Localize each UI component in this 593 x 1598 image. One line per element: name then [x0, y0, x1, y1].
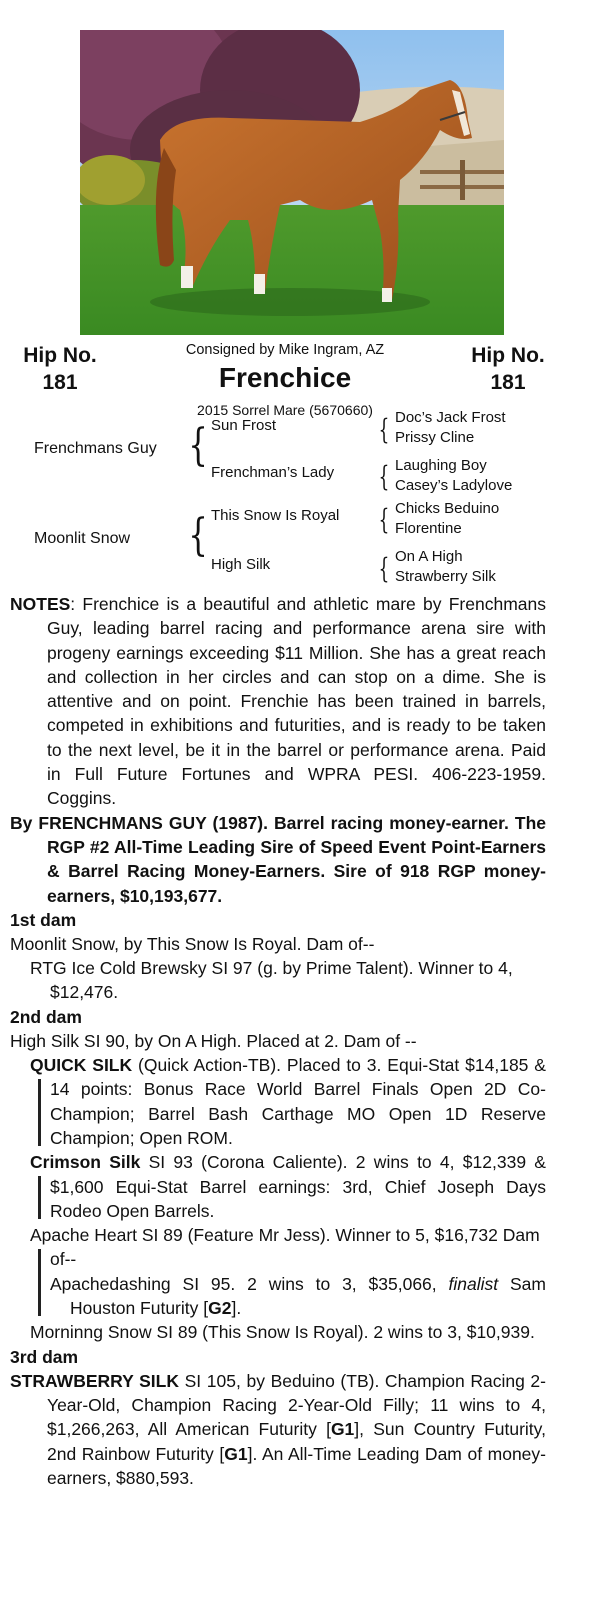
pedigree-sire-sire: Sun Frost	[211, 417, 277, 434]
apachedashing-entry	[10, 1272, 546, 1321]
quick-silk-text: (Quick Action-TB). Placed to 3. Equi-Stat $14,185 & 14 points: Bonus Race World Barrel Finals Open 2D Co-Champion; Barrel Bash Carthage MO Open 1D Reserve Champion; Open ROM.	[50, 1055, 546, 1148]
crimson-silk-name: Crimson Silk	[30, 1152, 141, 1173]
pedigree-dam-dam: High Silk	[211, 556, 271, 573]
first-dam-line: Moonlit Snow, by This Snow Is Royal. Dam of--	[10, 933, 375, 954]
hip-number-left	[5, 342, 115, 396]
third-dam-name: STRAWBERRY SILK	[10, 1370, 179, 1391]
finalist-text: finalist	[448, 1273, 499, 1294]
ancestor: Strawberry Silk	[395, 568, 496, 585]
first-dam-produce: RTG Ice Cold Brewsky SI 97 (g. by Prime Talent). Winner to 4, $12,476.	[30, 958, 513, 1003]
ancestor: Florentine	[395, 520, 462, 537]
hip-label: Hip No.	[23, 344, 97, 367]
third-dam-paragraph	[10, 1369, 546, 1490]
pedigree-dam: Moonlit Snow	[34, 530, 131, 547]
ancestor: Doc’s Jack Frost	[395, 409, 506, 426]
grade-badge: G1	[330, 1419, 355, 1440]
apache-heart-entry: Apache Heart SI 89 (Feature Mr Jess). Winner to 5, $16,732 Dam of--	[30, 1225, 540, 1270]
ancestor: Casey’s Ladylove	[395, 477, 513, 494]
brace-icon: {	[378, 503, 390, 536]
horse-description: 2015 Sorrel Mare (5670660)	[197, 402, 373, 418]
apachedashing-text-3: ].	[231, 1298, 242, 1319]
notes-text: : Frenchice is a beautiful and athletic mare by Frenchmans Guy, leading barrel racing and performance arena sire with progeny earnings exceeding $11 Million. She has a great reach and collection in her circles and can stop on a dime. She is attentive and on point. Frenchie has been trained in barrels, competed in exhibitions and futurities, and is ready to be taken to the next level, be it in the barrel or performance arena. Paid in Full Future Fortunes and WPRA PESI. 406-223-1959. Coggins.	[47, 594, 546, 809]
ancestor: Prissy Cline	[395, 429, 475, 446]
quick-silk-name: QUICK SILK	[30, 1055, 133, 1076]
second-dam-line: High Silk SI 90, by On A High. Placed at 2. Dam of --	[10, 1030, 417, 1051]
catalog-text	[10, 592, 546, 1490]
ancestor: Laughing Boy	[395, 457, 487, 474]
morninng-snow-entry: Morninng Snow SI 89 (This Snow Is Royal). 2 wins to 3, $10,939.	[30, 1322, 535, 1343]
pedigree-sire: Frenchmans Guy	[34, 440, 157, 457]
ancestor: Chicks Beduino	[395, 500, 500, 517]
grade-badge: G1	[224, 1443, 248, 1464]
hip-label: Hip No.	[471, 344, 545, 367]
consignor: Consigned by Mike Ingram, AZ	[185, 342, 385, 358]
brace-icon: {	[378, 460, 390, 493]
third-dam-heading: 3rd dam	[10, 1346, 79, 1367]
pedigree-sire-dam: Frenchman’s Lady	[211, 464, 335, 481]
horse-name: Frenchice	[218, 362, 352, 393]
horse-photo	[80, 30, 504, 335]
pedigree-gen3-3	[395, 499, 499, 539]
apachedashing-text-2: Sam Houston Futurity [	[70, 1273, 546, 1319]
pedigree-gen3-1	[395, 408, 506, 448]
hip-value: 181	[490, 371, 526, 394]
brace-icon: {	[378, 552, 390, 585]
brace-icon: {	[188, 510, 208, 561]
apachedashing-text: Apachedashing SI 95. 2 wins to 3, $35,066,	[50, 1273, 449, 1294]
brace-icon: {	[188, 420, 208, 471]
crimson-silk-entry	[10, 1150, 546, 1223]
pedigree-gen3-2	[395, 456, 512, 496]
ancestor: On A High	[395, 548, 463, 565]
notes-label: NOTES	[10, 594, 71, 614]
quick-silk-entry	[10, 1053, 546, 1150]
pedigree-gen3-4	[395, 547, 496, 587]
hip-value: 181	[42, 371, 78, 394]
apache-heart-block	[10, 1223, 546, 1320]
brace-icon: {	[378, 413, 390, 446]
sire-paragraph: By FRENCHMANS GUY (1987). Barrel racing money-earner. The RGP #2 All-Time Leading Sire of Speed Event Point-Earners & Barrel Racing Money-Earners. Sire of 918 RGP money-earners, $10,193,677.	[10, 812, 546, 906]
first-dam-heading: 1st dam	[10, 909, 77, 930]
third-dam-text-3: ]. An All-Time Leading Dam of money-earners, $880,593.	[47, 1443, 546, 1488]
pedigree-dam-sire: This Snow Is Royal	[211, 507, 340, 524]
grade-badge: G2	[208, 1298, 232, 1319]
third-dam-text-2: ], Sun Country Futurity, 2nd Rainbow Futurity [	[47, 1419, 546, 1464]
crimson-silk-text: SI 93 (Corona Caliente). 2 wins to 4, $12,339 & $1,600 Equi-Stat Barrel earnings: 3rd, Chief Joseph Days Rodeo Open Barrels.	[50, 1152, 546, 1221]
hip-number-right	[453, 342, 563, 396]
notes-paragraph	[10, 592, 546, 811]
third-dam-text: SI 105, by Beduino (TB). Champion Racing 2-Year-Old, Champion Racing 2-Year-Old Filly; 11 wins to 4, $1,266,263, All American Futurity [	[47, 1370, 546, 1440]
second-dam-heading: 2nd dam	[10, 1006, 82, 1027]
